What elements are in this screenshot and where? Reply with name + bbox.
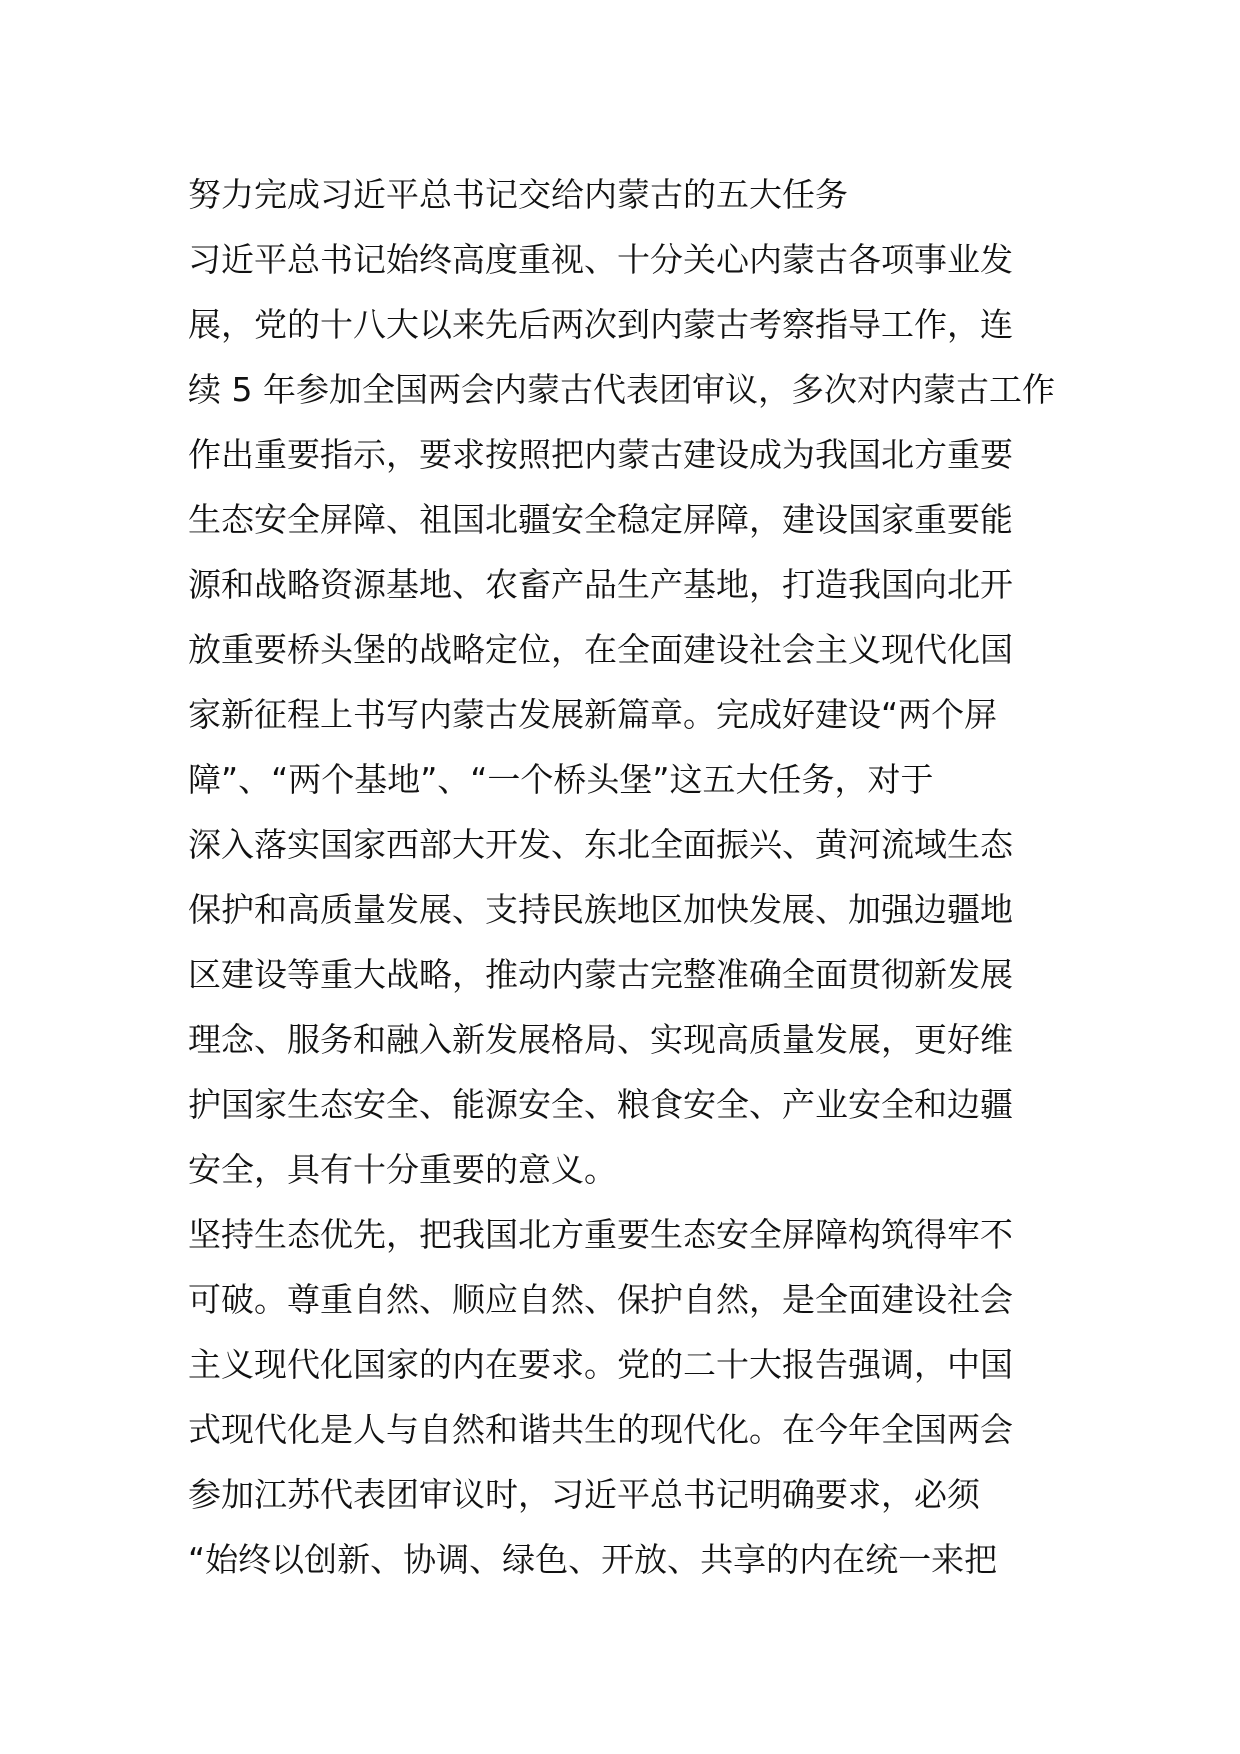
text-line: 式现代化是人与自然和谐共生的现代化。在今年全国两会 xyxy=(188,1410,1013,1449)
text-line: 参加江苏代表团审议时，习近平总书记明确要求，必须 xyxy=(188,1475,980,1514)
document-title: 努力完成习近平总书记交给内蒙古的五大任务 xyxy=(188,175,848,214)
text-line: 源和战略资源基地、农畜产品生产基地，打造我国向北开 xyxy=(188,565,1013,604)
text-line: 续 5 年参加全国两会内蒙古代表团审议，多次对内蒙古工作 xyxy=(188,370,1055,409)
text-line: 展，党的十八大以来先后两次到内蒙古考察指导工作，连 xyxy=(188,305,1013,344)
text-line: 家新征程上书写内蒙古发展新篇章。完成好建设“两个屏 xyxy=(188,695,998,734)
text-line: 作出重要指示，要求按照把内蒙古建设成为我国北方重要 xyxy=(188,435,1013,474)
text-line: 习近平总书记始终高度重视、十分关心内蒙古各项事业发 xyxy=(188,240,1013,279)
text-line: 保护和高质量发展、支持民族地区加快发展、加强边疆地 xyxy=(188,890,1013,929)
text-line: 生态安全屏障、祖国北疆安全稳定屏障，建设国家重要能 xyxy=(188,500,1013,539)
document-body xyxy=(188,162,1058,1592)
text-line: “始终以创新、协调、绿色、开放、共享的内在统一来把 xyxy=(188,1540,998,1579)
text-line: 区建设等重大战略，推动内蒙古完整准确全面贯彻新发展 xyxy=(188,955,1013,994)
text-line: 护国家生态安全、能源安全、粮食安全、产业安全和边疆 xyxy=(188,1085,1013,1124)
text-line: 坚持生态优先，把我国北方重要生态安全屏障构筑得牢不 xyxy=(188,1215,1013,1254)
text-line: 理念、服务和融入新发展格局、实现高质量发展，更好维 xyxy=(188,1020,1013,1059)
text-line: 安全，具有十分重要的意义。 xyxy=(188,1150,617,1189)
text-line: 放重要桥头堡的战略定位，在全面建设社会主义现代化国 xyxy=(188,630,1013,669)
text-line: 主义现代化国家的内在要求。党的二十大报告强调，中国 xyxy=(188,1345,1013,1384)
text-line: 深入落实国家西部大开发、东北全面振兴、黄河流域生态 xyxy=(188,825,1013,864)
text-line: 障”、“两个基地”、“一个桥头堡”这五大任务，对于 xyxy=(188,760,934,799)
text-line: 可破。尊重自然、顺应自然、保护自然，是全面建设社会 xyxy=(188,1280,1013,1319)
